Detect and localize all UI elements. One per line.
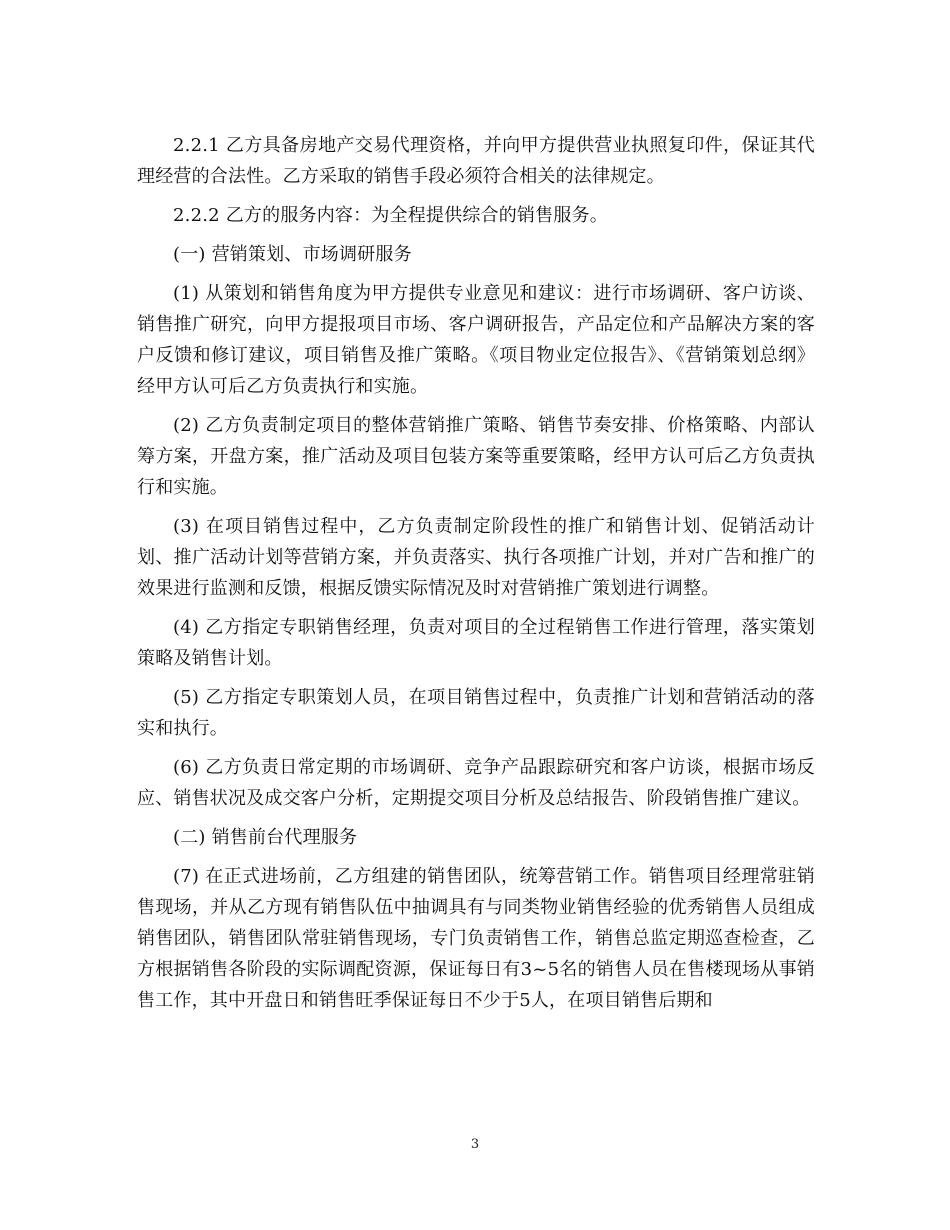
paragraph-item-7: (7) 在正式进场前，乙方组建的销售团队，统筹营销工作。销售项目经理常驻销售现场，并从乙方现有销售队伍中抽调具有与同类物业销售经验的优秀销售人员组成销售团队，销售团队常驻销售现场，专门负责销售工作，销售总监定期巡查检查，乙方根据销售各阶段的实际调配资源，保证每日有3~5名的销售人员在售楼现场从事销售工作，其中开盘日和销售旺季保证每日不少于5人，在项目销售后期和 bbox=[137, 866, 815, 1011]
paragraph-item-5: (5) 乙方指定专职策划人员，在项目销售过程中，负责推广计划和营销活动的落实和执行。 bbox=[137, 687, 815, 739]
section-heading-marketing-research: (一) 营销策划、市场调研服务 bbox=[173, 244, 412, 265]
page-number: 3 bbox=[470, 1137, 480, 1152]
paragraph-item-3: (3) 在项目销售过程中，乙方负责制定阶段性的推广和销售计划、促销活动计划、推广活动计划等营销方案，并负责落实、执行各项推广计划，并对广告和推广的效果进行监测和反馈，根据反馈实际情况及时对营销推广策划进行调整。 bbox=[137, 516, 815, 599]
paragraph-2-2-2: 2.2.2 乙方的服务内容：为全程提供综合的销售服务。 bbox=[173, 205, 608, 226]
paragraph-item-4: (4) 乙方指定专职销售经理，负责对项目的全过程销售工作进行管理，落实策划策略及销售计划。 bbox=[137, 617, 815, 669]
section-heading-sales-front-desk: (二) 销售前台代理服务 bbox=[173, 827, 358, 848]
paragraph-2-2-1: 2.2.1 乙方具备房地产交易代理资格，并向甲方提供营业执照复印件，保证其代理经营的合法性。乙方采取的销售手段必须符合相关的法律规定。 bbox=[137, 135, 815, 187]
paragraph-item-6: (6) 乙方负责日常定期的市场调研、竞争产品跟踪研究和客户访谈，根据市场反应、销售状况及成交客户分析，定期提交项目分析及总结报告、阶段销售推广建议。 bbox=[137, 757, 815, 809]
paragraph-item-1: (1) 从策划和销售角度为甲方提供专业意见和建议：进行市场调研、客户访谈、销售推广研究，向甲方提报项目市场、客户调研报告，产品定位和产品解决方案的客户反馈和修订建议，项目销售及推广策略。《项目物业定位报告》、《营销策划总纲》经甲方认可后乙方负责执行和实施。 bbox=[137, 283, 815, 397]
paragraph-item-2: (2) 乙方负责制定项目的整体营销推广策略、销售节奏安排、价格策略、内部认筹方案，开盘方案，推广活动及项目包装方案等重要策略，经甲方认可后乙方负责执行和实施。 bbox=[137, 415, 815, 498]
document-body bbox=[137, 130, 815, 1024]
